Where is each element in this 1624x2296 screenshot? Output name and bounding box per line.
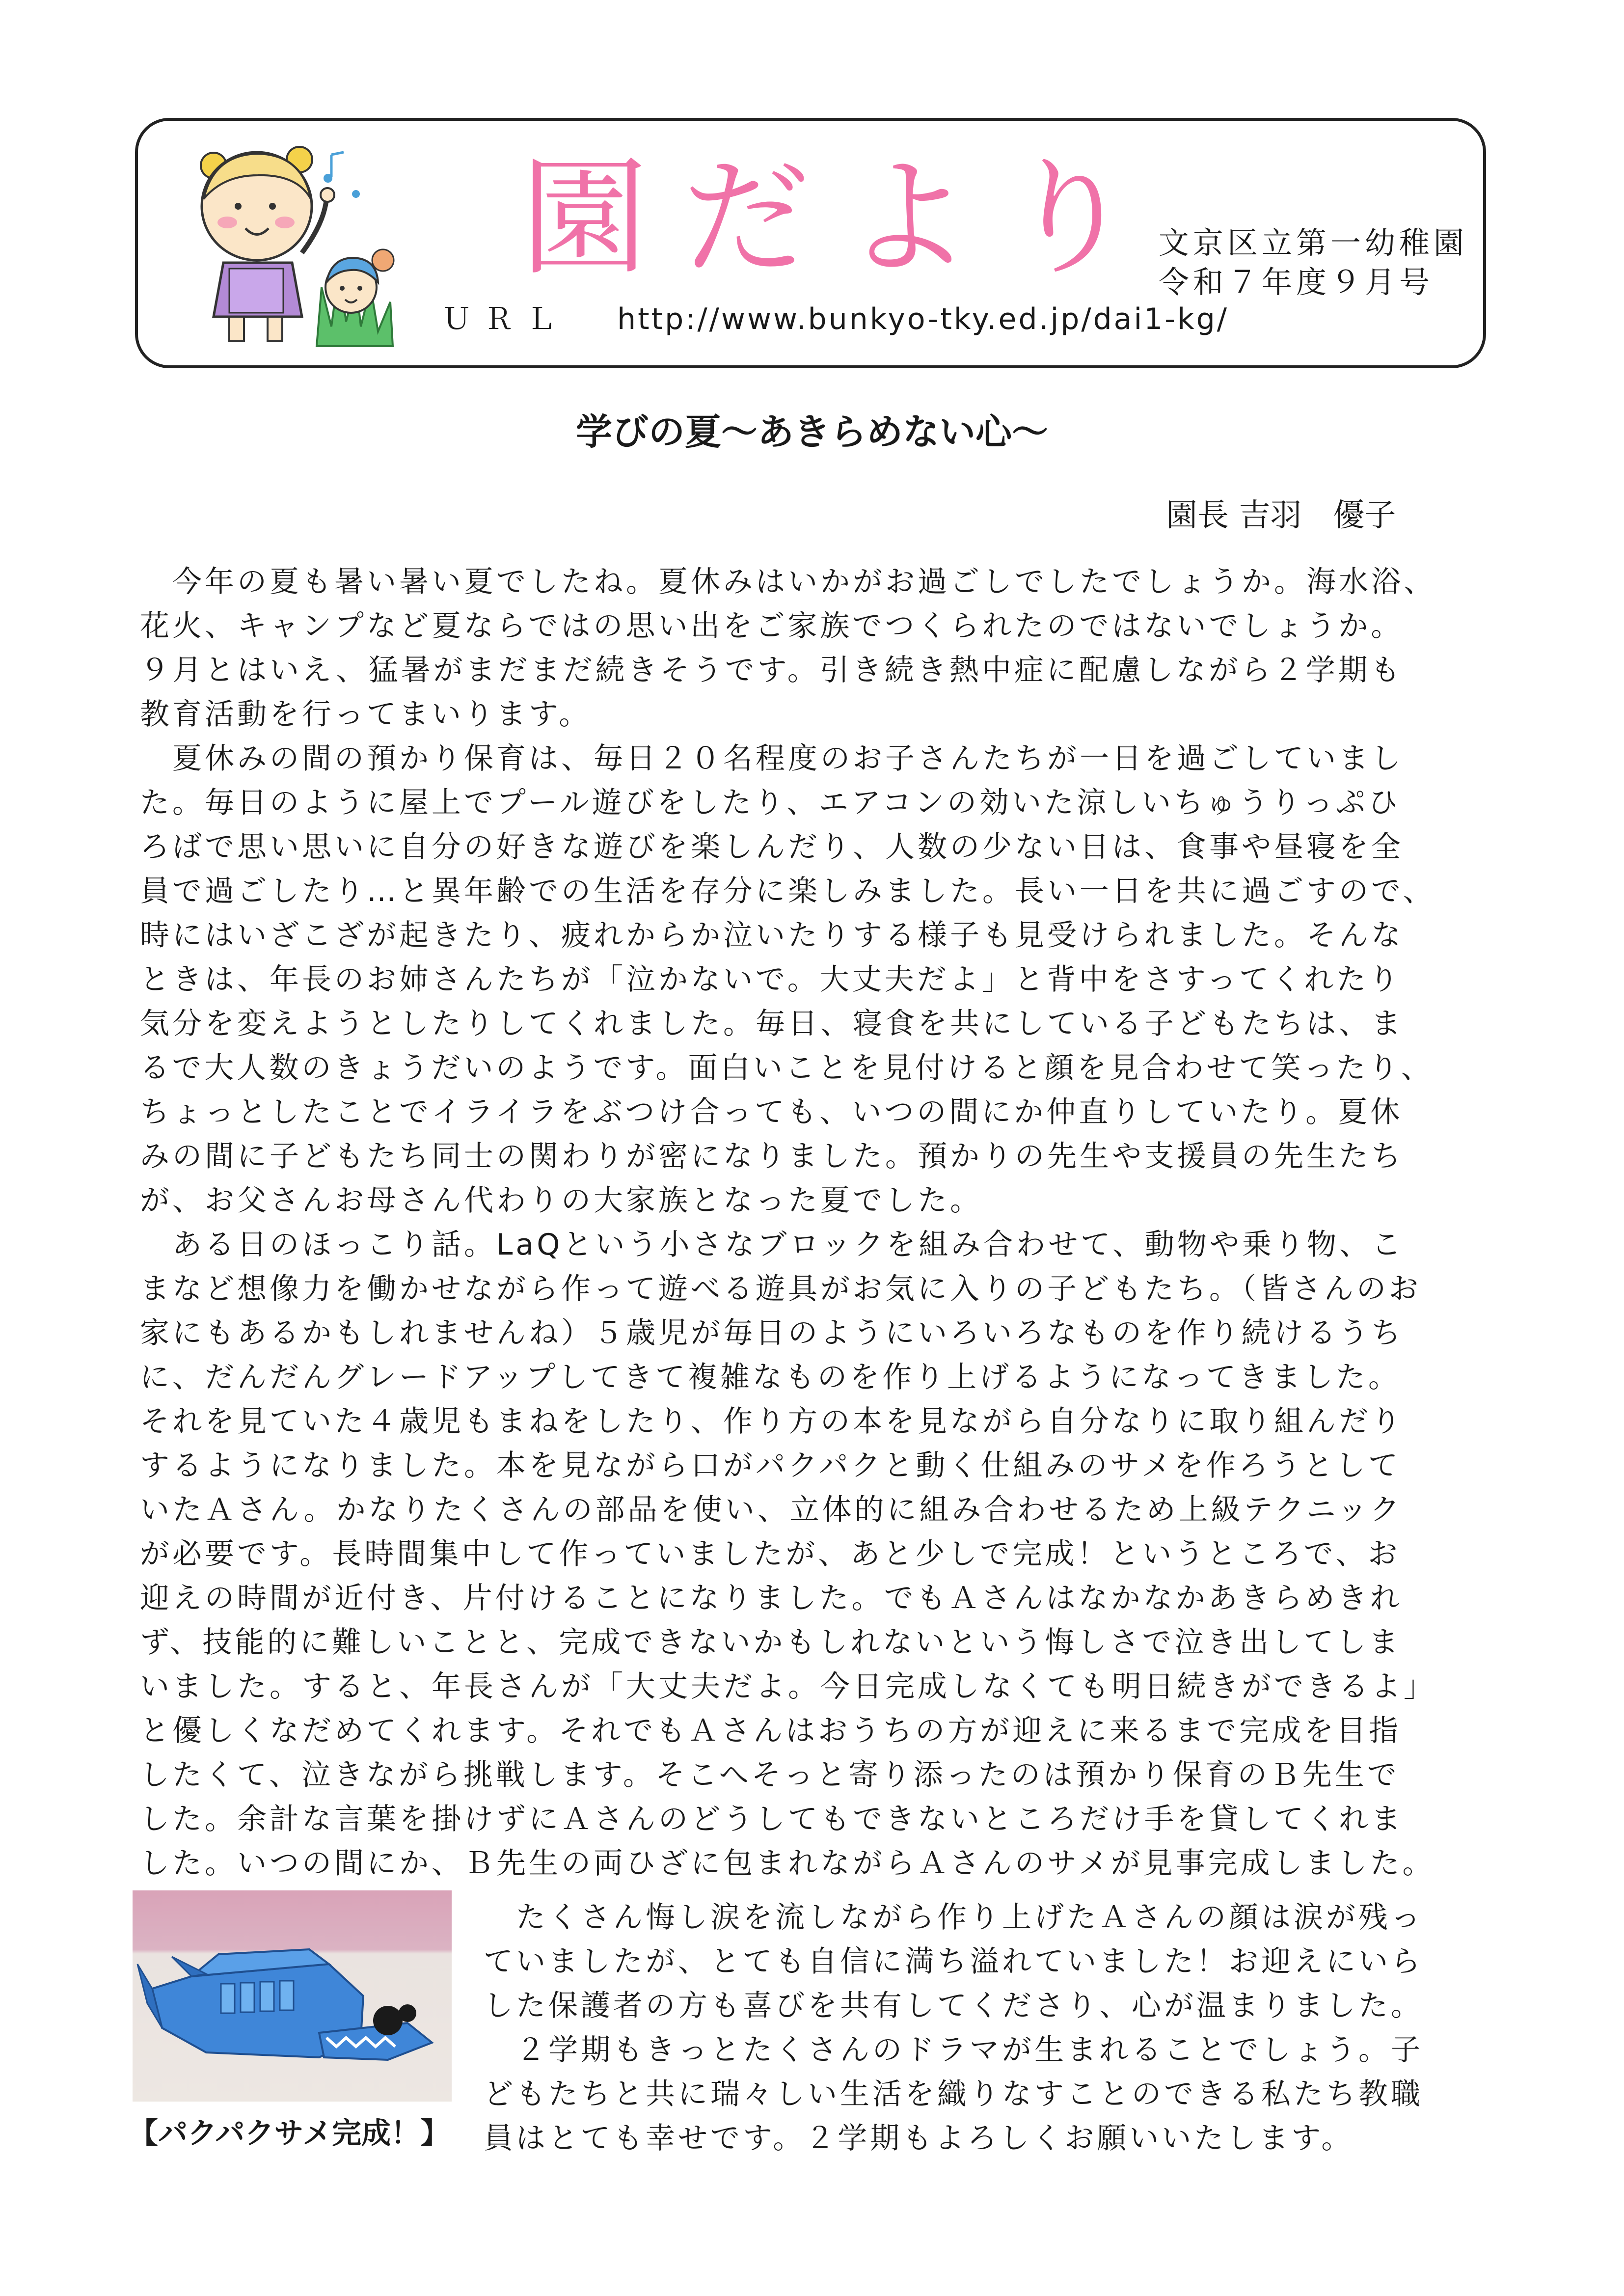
school-info: [1159, 223, 1468, 302]
shark-photo: [133, 1890, 452, 2102]
website-link[interactable]: http://www.bunkyo-tky.ed.jp/dai1-kg/: [617, 302, 1229, 336]
shark-block-model: [137, 1949, 432, 2060]
body-line: ９月とはいえ、猛暑がまだまだ続きそうです。引き続き熱中症に配慮しながら２学期も: [140, 653, 1403, 687]
body-line: 員はとても幸せです。２学期もよろしくお願いいたします。: [484, 2121, 1354, 2156]
body-line: ろばで思い思いに自分の好きな遊びを楽しんだり、人数の少ない日は、食事や昼寝を全: [140, 830, 1404, 864]
body-line: 気分を変えようとしたりしてくれました。毎日、寝食を共にしている子どもたちは、ま: [140, 1007, 1404, 1041]
article-body: [140, 560, 1436, 1886]
body-line: した保護者の方も喜びを共有してくださり、心が温まりました。: [484, 1989, 1423, 2023]
body-line: に、だんだんグレードアップしてきて複雑なものを作り上げるようになってきました。: [140, 1360, 1401, 1394]
body-line: 家にもあるかもしれませんね）５歳児が毎日のようにいろいろなものを作り続けるうち: [140, 1316, 1404, 1350]
body-line: いたＡさん。かなりたくさんの部品を使い、立体的に組み合わせるため上級テクニック: [140, 1493, 1403, 1527]
body-line: ず、技能的に難しいことと、完成できないかもしれないという悔しさで泣き出してしま: [140, 1625, 1402, 1660]
body-line: 員で過ごしたり…と異年齢での生活を存分に楽しみました。長い一日を共に過ごすので、: [140, 874, 1435, 908]
body-line: ２学期もきっとたくさんのドラマが生まれることでしょう。子: [484, 2033, 1423, 2067]
body-line: と優しくなだめてくれます。それでもＡさんはおうちの方が迎えに来るまで完成を目指: [140, 1714, 1402, 1748]
mascot-illustration: [184, 140, 400, 351]
body-line: するようになりました。本を見ながら口がパクパクと動く仕組みのサメを作ろうとして: [140, 1449, 1401, 1483]
body-line: るで大人数のきょうだいのようです。面白いことを見付けると顔を見合わせて笑ったり、: [140, 1051, 1434, 1085]
author-line: 園長 吉羽 優子: [1166, 497, 1396, 534]
boy-character: [325, 249, 394, 313]
body-line: たくさん悔し涙を流しながら作り上げたＡさんの顔は涙が残っ: [484, 1900, 1423, 1935]
body-line: どもたちと共に瑞々しい生活を織りなすことのできる私たち教職: [484, 2077, 1423, 2111]
school-name: 文京区立第一幼稚園: [1159, 225, 1468, 261]
body-line: それを見ていた４歳児もまねをしたり、作り方の本を見ながら自分なりに取り組んだり: [140, 1404, 1404, 1439]
body-line: みの間に子どもたち同士の関わりが密になりました。預かりの先生や支援員の先生たち: [140, 1139, 1404, 1174]
body-line: 迎えの時間が近付き、片付けることになりました。でもＡさんはなかなかあきらめきれ: [140, 1581, 1403, 1615]
body-line: 教育活動を行ってまいります。: [140, 697, 592, 732]
issue-label: 令和７年度９月号: [1159, 264, 1434, 300]
girl-character: [201, 147, 334, 341]
article-headline: 学びの夏～あきらめない心～: [576, 411, 1048, 453]
body-line: したくて、泣きながら挑戦します。そこへそっと寄り添ったのは預かり保育のＢ先生で: [140, 1758, 1400, 1792]
body-line: ある日のほっこり話。LaQという小さなブロックを組み合わせて、動物や乗り物、こ: [140, 1228, 1405, 1262]
body-line: ときは、年長のお姉さんたちが「泣かないで。大丈夫だよ」と背中をさすってくれたり: [140, 962, 1402, 997]
body-line: いました。すると、年長さんが「大丈夫だよ。今日完成しなくても明日続きができるよ」: [140, 1669, 1436, 1704]
body-line: まなど想像力を働かせながら作って遊べる遊具がお気に入りの子どもたち。（皆さんのお: [140, 1272, 1421, 1306]
body-line: 花火、キャンプなど夏ならではの思い出をご家族でつくられたのではないでしょうか。: [140, 609, 1404, 643]
shark-illustration: [133, 1890, 452, 2102]
body-line: した。余計な言葉を掛けずにＡさんのどうしてもできないところだけ手を貸してくれま: [140, 1802, 1404, 1836]
article-body-continued: [484, 1895, 1423, 2160]
body-line: た。毎日のように屋上でプール遊びをしたり、エアコンの効いた涼しいちゅうりっぷひ: [140, 786, 1401, 820]
newsletter-title: 園だより: [520, 144, 1168, 293]
body-line: が、お父さんお母さん代わりの大家族となった夏でした。: [140, 1183, 982, 1218]
body-line: 夏休みの間の預かり保育は、毎日２０名程度のお子さんたちが一日を過ごしていまし: [140, 741, 1404, 776]
body-line: ちょっとしたことでイライラをぶつけ合っても、いつの間にか仲直りしていたり。夏休: [140, 1095, 1403, 1129]
body-line: ていましたが、とても自信に満ち溢れていました！お迎えにいら: [484, 1944, 1423, 1979]
url-label: ＵＲＬ: [442, 302, 568, 336]
url-row: [442, 300, 1229, 339]
body-line: 今年の夏も暑い暑い夏でしたね。夏休みはいかがお過ごしでしたでしょうか。海水浴、: [140, 565, 1436, 599]
body-line: 時にはいざこざが起きたり、疲れからか泣いたりする様子も見受けられました。そんな: [140, 918, 1404, 953]
body-line: が必要です。長時間集中して作っていましたが、あと少しで完成！というところで、お: [140, 1537, 1401, 1571]
body-line: した。いつの間にか、Ｂ先生の両ひざに包まれながらＡさんのサメが見事完成しました。: [140, 1846, 1435, 1881]
photo-caption: 【パクパクサメ完成！】: [129, 2116, 450, 2151]
